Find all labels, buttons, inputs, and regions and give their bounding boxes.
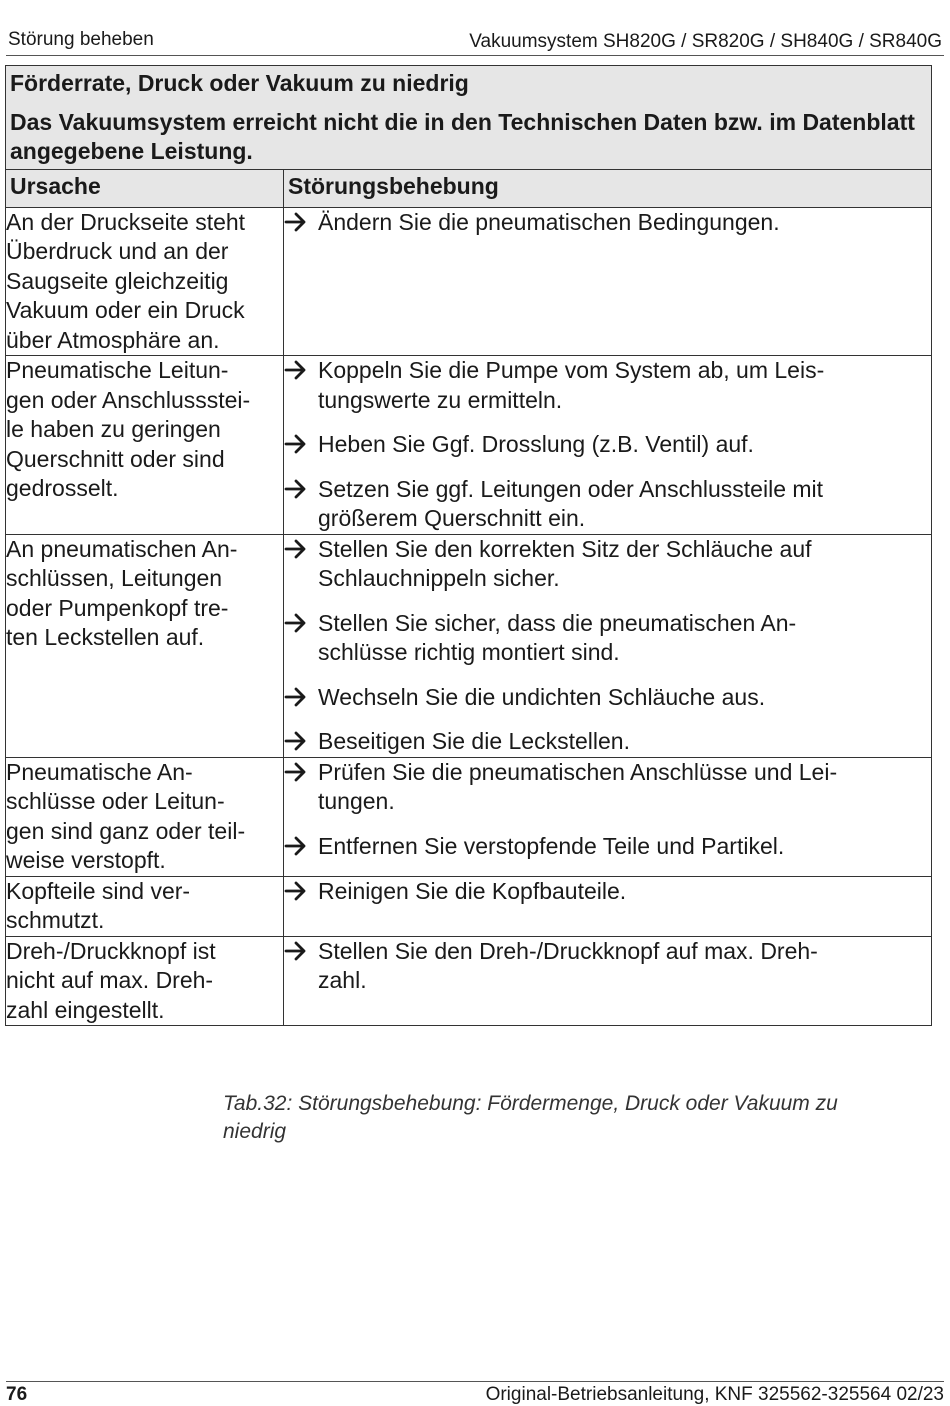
page-number: 76 bbox=[6, 1384, 28, 1405]
cause-line: Überdruck und an der bbox=[6, 238, 229, 264]
table-row bbox=[6, 534, 932, 757]
cause-cell bbox=[6, 207, 284, 356]
table-header-row bbox=[6, 169, 932, 207]
table-title: Förderrate, Druck oder Vakuum zu niedrig bbox=[10, 70, 469, 96]
table-row bbox=[6, 757, 932, 876]
cause-line: Querschnitt oder sind bbox=[6, 445, 225, 472]
action-item bbox=[284, 430, 931, 460]
cause-line: schlüssen, Leitungen bbox=[6, 565, 223, 591]
cause-cell bbox=[6, 757, 284, 876]
action-line: Prüfen Sie die pneumatischen Anschlüsse und Lei- bbox=[318, 758, 838, 785]
fix-cell bbox=[284, 207, 932, 356]
fix-cell bbox=[284, 356, 932, 535]
arrow-right-icon bbox=[284, 358, 308, 382]
page-footer bbox=[6, 1381, 944, 1406]
cause-line: gedrosselt. bbox=[6, 475, 119, 501]
cause-line: schlüsse oder Leitun- bbox=[6, 788, 225, 814]
action-item bbox=[284, 356, 931, 415]
arrow-right-icon bbox=[284, 939, 308, 963]
action-line: Schlauchnippeln sicher. bbox=[318, 565, 560, 591]
action-line: Wechseln Sie die undichten Schläuche aus. bbox=[318, 683, 766, 710]
cause-line: weise verstopft. bbox=[6, 847, 166, 873]
action-line: tungswerte zu ermitteln. bbox=[318, 386, 563, 413]
table-row bbox=[6, 876, 932, 936]
arrow-right-icon bbox=[284, 729, 308, 753]
arrow-right-icon bbox=[284, 537, 308, 561]
table-row bbox=[6, 207, 932, 356]
table-row bbox=[6, 356, 932, 535]
action-line: Heben Sie Ggf. Drosslung (z.B. Ventil) auf. bbox=[318, 431, 754, 457]
cause-line: Pneumatische Leitun- bbox=[6, 357, 229, 383]
cause-line: über Atmosphäre an. bbox=[6, 326, 220, 353]
cause-cell bbox=[6, 936, 284, 1026]
arrow-right-icon bbox=[284, 210, 308, 234]
action-item bbox=[284, 475, 931, 534]
cause-line: nicht auf max. Dreh- bbox=[6, 967, 214, 993]
action-line: tungen. bbox=[318, 788, 395, 814]
cause-line: zahl eingestellt. bbox=[6, 996, 165, 1023]
caption-line: Tab.32: Störungsbehebung: Fördermenge, Druck oder Vakuum zu bbox=[223, 1092, 838, 1115]
action-line: Stellen Sie den Dreh-/Druckknopf auf max. Dreh- bbox=[318, 937, 818, 964]
action-item bbox=[284, 832, 931, 862]
action-line: schlüsse richtig montiert sind. bbox=[318, 639, 620, 665]
cause-line: An pneumatischen An- bbox=[6, 535, 238, 562]
header-section-title: Störung beheben bbox=[8, 29, 154, 50]
table-caption bbox=[223, 1090, 923, 1146]
action-item bbox=[284, 877, 931, 907]
cause-line: Dreh-/Druckknopf ist bbox=[6, 937, 216, 964]
action-line: Ändern Sie die pneumatischen Bedingungen. bbox=[318, 208, 780, 235]
header-product-title: Vakuumsystem SH820G / SR820G / SH840G / SR840G bbox=[469, 31, 942, 52]
cause-line: An der Druckseite steht bbox=[6, 208, 246, 235]
action-line: Beseitigen Sie die Leckstellen. bbox=[318, 728, 630, 754]
cause-line: Pneumatische An- bbox=[6, 758, 193, 785]
troubleshooting-table bbox=[5, 65, 932, 1026]
fix-cell bbox=[284, 534, 932, 757]
arrow-right-icon bbox=[284, 760, 308, 784]
cause-line: gen sind ganz oder teil- bbox=[6, 817, 246, 844]
cause-cell bbox=[6, 356, 284, 535]
action-item bbox=[284, 535, 931, 594]
arrow-right-icon bbox=[284, 477, 308, 501]
action-item bbox=[284, 937, 931, 996]
action-item bbox=[284, 208, 931, 238]
cause-line: schmutzt. bbox=[6, 907, 105, 933]
action-line: Stellen Sie sicher, dass die pneumatischen An- bbox=[318, 609, 797, 636]
cause-line: ten Leckstellen auf. bbox=[6, 624, 205, 650]
arrow-right-icon bbox=[284, 879, 308, 903]
action-line: Koppeln Sie die Pumpe vom System ab, um Leis- bbox=[318, 357, 825, 383]
table-row bbox=[6, 936, 932, 1026]
arrow-right-icon bbox=[284, 611, 308, 635]
fix-cell bbox=[284, 876, 932, 936]
action-item bbox=[284, 609, 931, 668]
table-title-row bbox=[6, 66, 932, 170]
table-subtitle: Das Vakuumsystem erreicht nicht die in den Technischen Daten bzw. im Datenblatt angegebene Leistung. bbox=[10, 108, 915, 164]
action-line: Entfernen Sie verstopfende Teile und Partikel. bbox=[318, 832, 785, 859]
cause-line: oder Pumpenkopf tre- bbox=[6, 594, 229, 621]
page-header bbox=[6, 27, 944, 56]
cause-cell bbox=[6, 876, 284, 936]
cause-line: Vakuum oder ein Druck bbox=[6, 297, 245, 323]
arrow-right-icon bbox=[284, 834, 308, 858]
column-header-cause: Ursache bbox=[6, 169, 284, 207]
action-line: Reinigen Sie die Kopfbauteile. bbox=[318, 877, 627, 904]
action-line: Stellen Sie den korrekten Sitz der Schläuche auf bbox=[318, 535, 812, 562]
action-item bbox=[284, 683, 931, 713]
cause-line: le haben zu geringen bbox=[6, 416, 221, 442]
cause-line: Saugseite gleichzeitig bbox=[6, 267, 229, 294]
cause-line: Kopfteile sind ver- bbox=[6, 877, 191, 904]
arrow-right-icon bbox=[284, 685, 308, 709]
caption-line: niedrig bbox=[223, 1120, 287, 1143]
action-line: zahl. bbox=[318, 967, 367, 993]
fix-cell bbox=[284, 757, 932, 876]
cause-cell bbox=[6, 534, 284, 757]
cause-line: gen oder Anschlussstei- bbox=[6, 386, 251, 413]
arrow-right-icon bbox=[284, 432, 308, 456]
action-line: Setzen Sie ggf. Leitungen oder Anschlussteile mit bbox=[318, 475, 824, 502]
document-reference: Original-Betriebsanleitung, KNF 325562-325564 02/23 bbox=[485, 1384, 944, 1405]
action-item bbox=[284, 758, 931, 817]
fix-cell bbox=[284, 936, 932, 1026]
column-header-fix: Störungsbehebung bbox=[284, 169, 932, 207]
action-line: größerem Querschnitt ein. bbox=[318, 505, 586, 531]
action-item bbox=[284, 727, 931, 757]
